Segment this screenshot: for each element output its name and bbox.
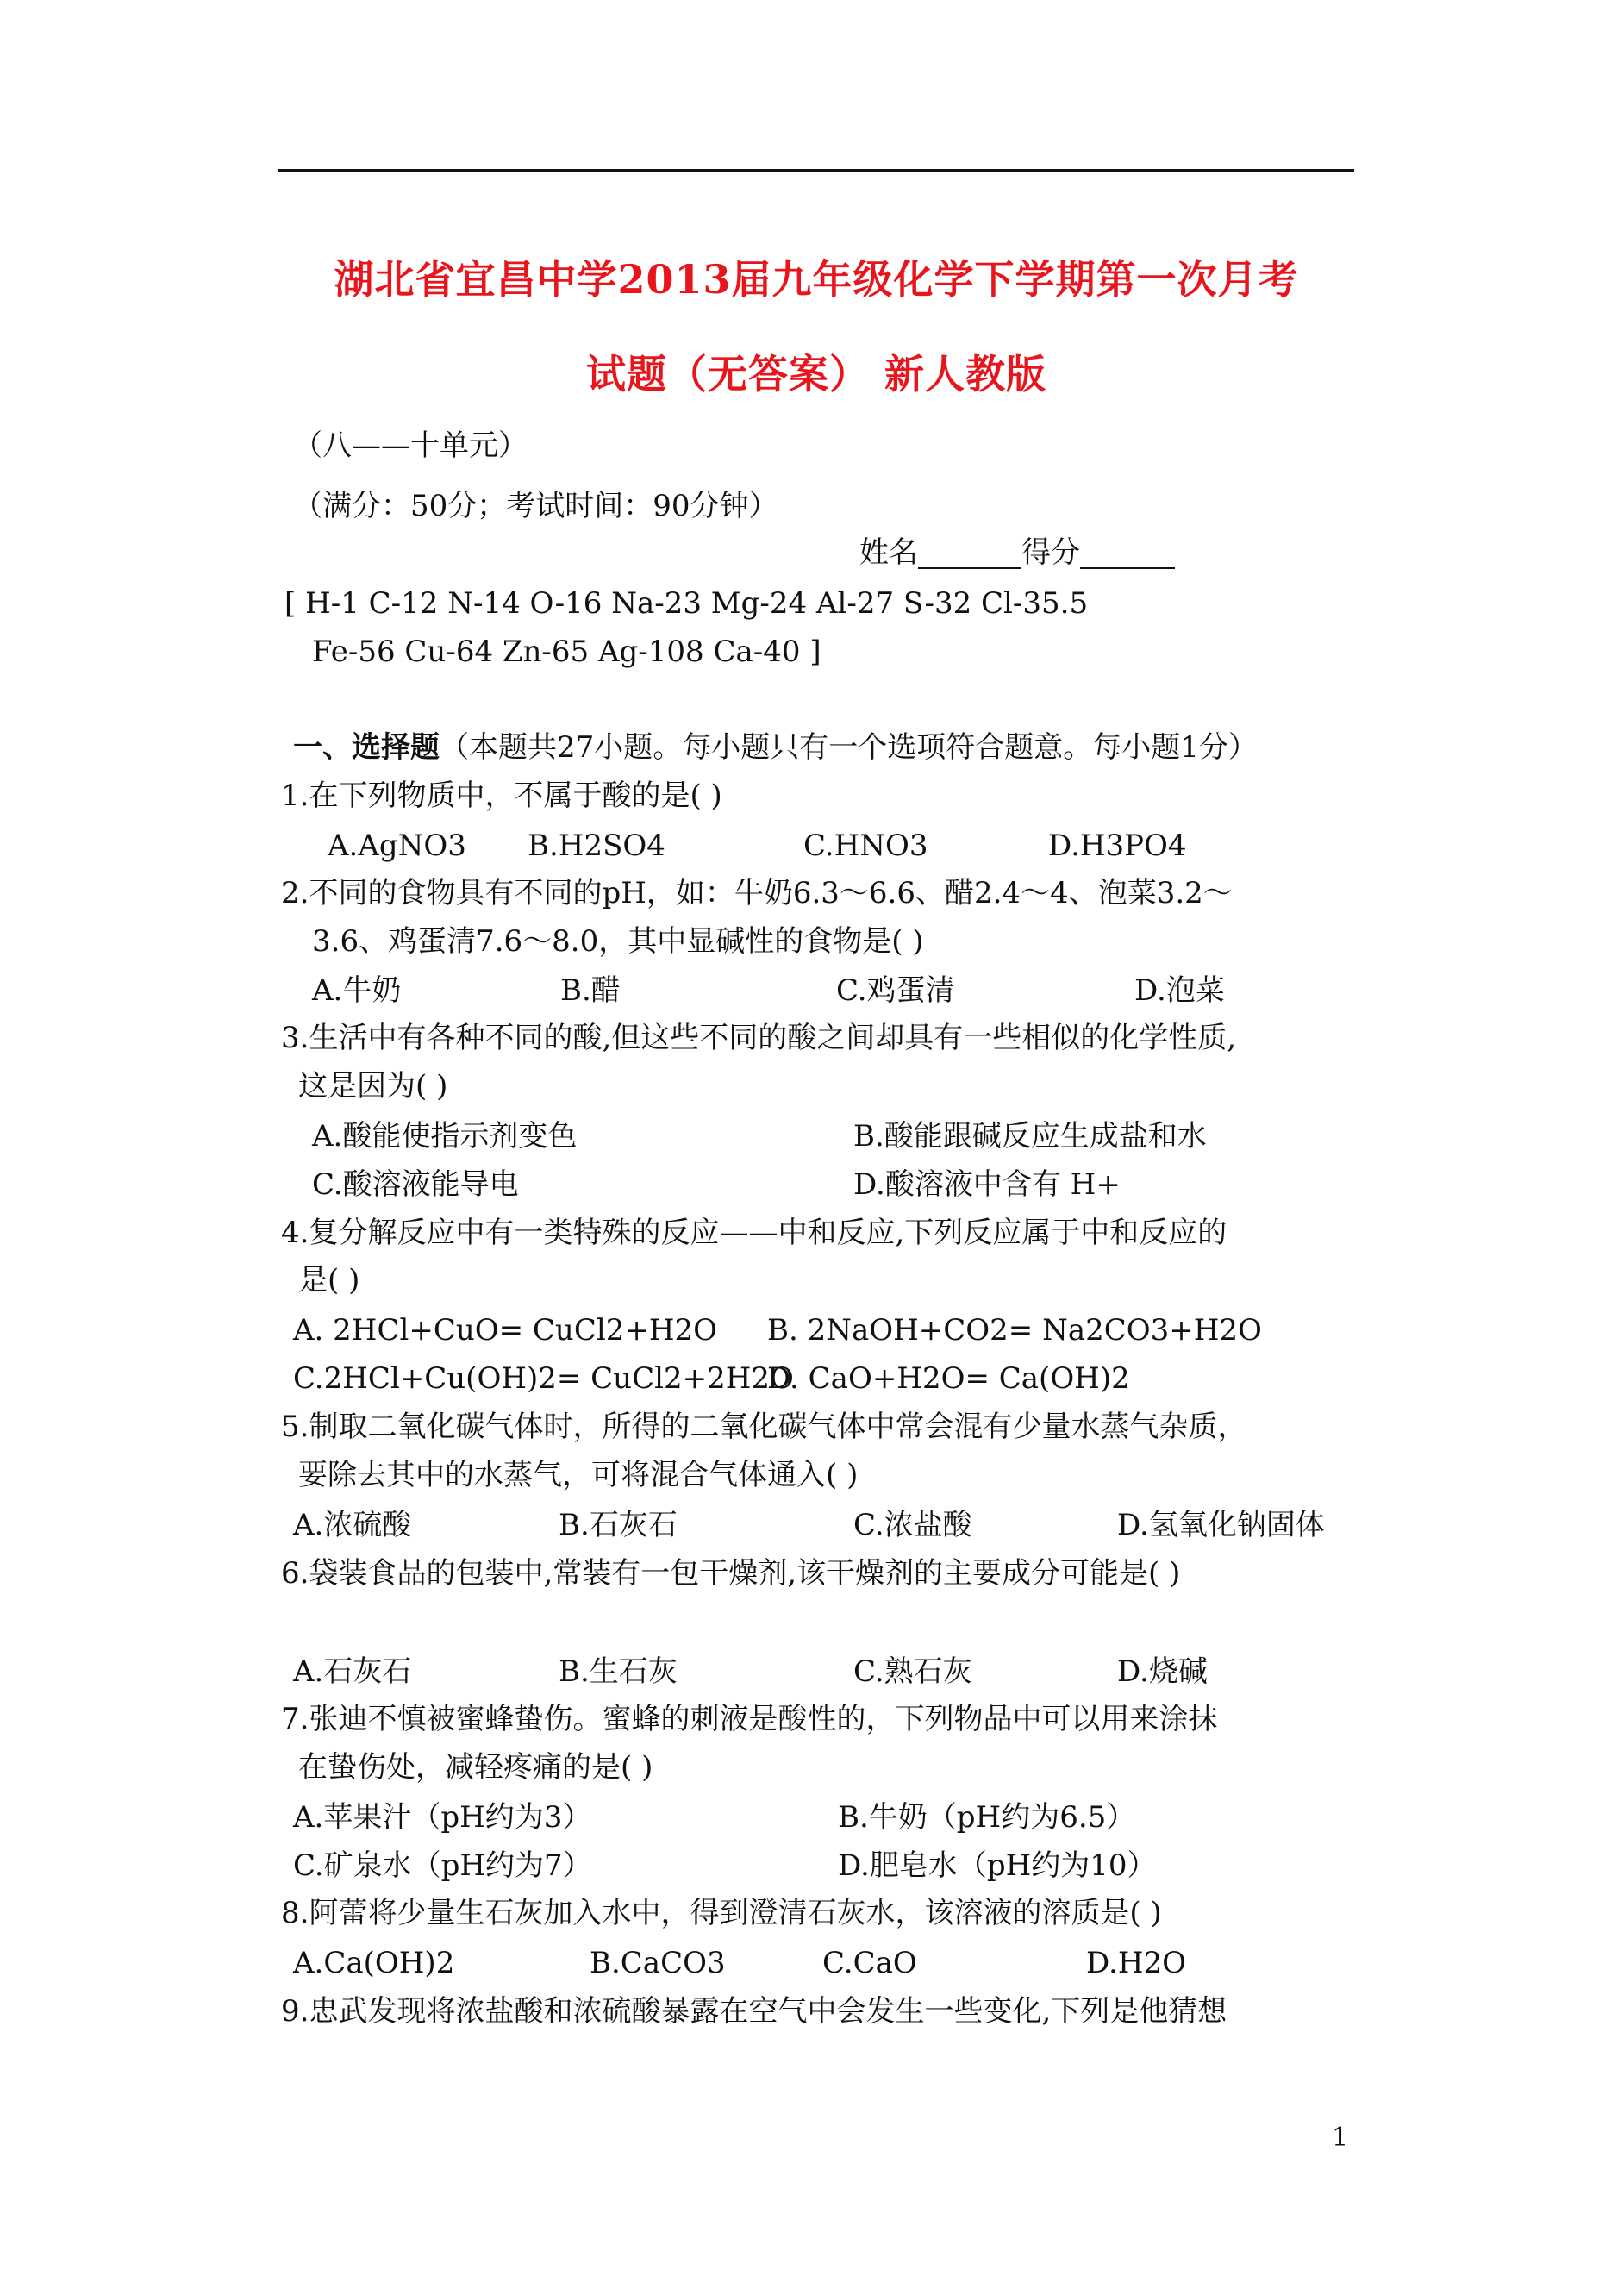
name-score-line [859,535,1175,570]
question-1-option-d: D.H3PO4 [1048,829,1187,863]
question-6-option-d: D.烧碱 [1117,1654,1208,1689]
question-3-option-b: B.酸能跟碱反应生成盐和水 [853,1119,1207,1154]
section-1-heading: 一、选择题 [293,730,440,765]
units-line: （八——十单元） [293,428,528,463]
question-3-stem-line-2: 这是因为( ) [298,1069,448,1104]
question-5-option-a: A.浓硫酸 [293,1508,412,1542]
question-3-option-a: A.酸能使指示剂变色 [312,1119,578,1154]
title-line-1: 湖北省宜昌中学2013届九年级化学下学期第一次月考 [334,256,1299,303]
question-3-option-c: C.酸溶液能导电 [312,1167,519,1202]
question-2-stem-line-1: 2.不同的食物具有不同的pH，如：牛奶6.3～6.6、醋2.4～4、泡菜3.2～ [281,876,1233,910]
question-7-option-b: B.牛奶（pH约为6.5） [838,1800,1136,1835]
question-8-option-b: B.CaCO3 [590,1946,726,1980]
question-3-stem-line-1: 3.生活中有各种不同的酸,但这些不同的酸之间却具有一些相似的化学性质, [281,1021,1237,1055]
question-2-stem-line-2: 3.6、鸡蛋清7.6～8.0，其中显碱性的食物是( ) [312,924,924,959]
question-7-option-d: D.肥皂水（pH约为10） [838,1848,1157,1883]
question-5-option-b: B.石灰石 [559,1508,678,1542]
question-8-option-a: A.Ca(OH)2 [293,1946,455,1980]
question-3-option-d: D.酸溶液中含有 H+ [853,1167,1121,1202]
question-5-stem-line-1: 5.制取二氧化碳气体时，所得的二氧化碳气体中常会混有少量水蒸气杂质， [281,1410,1247,1444]
question-4-option-c: C.2HCl+Cu(OH)2= CuCl2+2H2O [293,1361,794,1396]
question-7-option-a: A.苹果汁（pH约为3） [293,1800,592,1835]
title-line-2: 试题（无答案） 新人教版 [585,351,1046,397]
name-label: 姓名 [859,535,918,570]
exam-info: （满分：50分；考试时间：90分钟） [293,489,778,523]
question-2-option-c: C.鸡蛋清 [836,973,955,1008]
question-5-stem-line-2: 要除去其中的水蒸气，可将混合气体通入( ) [298,1458,859,1492]
question-7-option-c: C.矿泉水（pH约为7） [293,1848,592,1883]
question-6-option-b: B.生石灰 [559,1654,678,1689]
question-1-option-a: A.AgNO3 [328,829,466,863]
question-4-option-d: D. CaO+H2O= Ca(OH)2 [767,1361,1130,1396]
question-8-option-d: D.H2O [1086,1946,1187,1980]
section-1-header [293,730,1258,765]
question-1-option-b: B.H2SO4 [528,829,665,863]
score-blank [1080,538,1175,569]
name-blank [918,538,1021,569]
question-4-stem-line-2: 是( ) [298,1263,360,1298]
question-9-stem: 9.忠武发现将浓盐酸和浓硫酸暴露在空气中会发生一些变化,下列是他猜想 [281,1994,1227,2029]
question-2-option-a: A.牛奶 [312,973,402,1008]
question-1-stem: 1.在下列物质中，不属于酸的是( ) [281,779,722,813]
header-rule [278,169,1354,172]
question-5-option-d: D.氢氧化钠固体 [1117,1508,1325,1542]
question-7-stem-line-1: 7.张迪不慎被蜜蜂蛰伤。蜜蜂的刺液是酸性的，下列物品中可以用来涂抹 [281,1702,1218,1736]
question-2-option-b: B.醋 [560,973,621,1008]
question-6-option-a: A.石灰石 [293,1654,412,1689]
question-4-option-a: A. 2HCl+CuO= CuCl2+H2O [293,1313,717,1348]
question-6-stem: 6.袋装食品的包装中,常装有一包干燥剂,该干燥剂的主要成分可能是( ) [281,1556,1181,1591]
question-4-option-b: B. 2NaOH+CO2= Na2CO3+H2O [767,1313,1262,1348]
atomic-masses-line-1: [ H-1 C-12 N-14 O-16 Na-23 Mg-24 Al-27 S-32 Cl-35.5 [284,586,1089,621]
question-7-stem-line-2: 在蛰伤处，减轻疼痛的是( ) [298,1750,653,1785]
atomic-masses-line-2: Fe-56 Cu-64 Zn-65 Ag-108 Ca-40 ] [312,635,821,669]
question-2-option-d: D.泡菜 [1134,973,1225,1008]
question-4-stem-line-1: 4.复分解反应中有一类特殊的反应——中和反应,下列反应属于中和反应的 [281,1216,1227,1250]
page-number: 1 [1332,2123,1349,2153]
score-label: 得分 [1021,535,1080,570]
question-8-stem: 8.阿蕾将少量生石灰加入水中，得到澄清石灰水，该溶液的溶质是( ) [281,1896,1162,1930]
question-8-option-c: C.CaO [822,1946,917,1980]
question-5-option-c: C.浓盐酸 [853,1508,972,1542]
section-1-note: （本题共27小题。每小题只有一个选项符合题意。每小题1分） [440,730,1258,765]
question-1-option-c: C.HNO3 [803,829,928,863]
question-6-option-c: C.熟石灰 [853,1654,972,1689]
